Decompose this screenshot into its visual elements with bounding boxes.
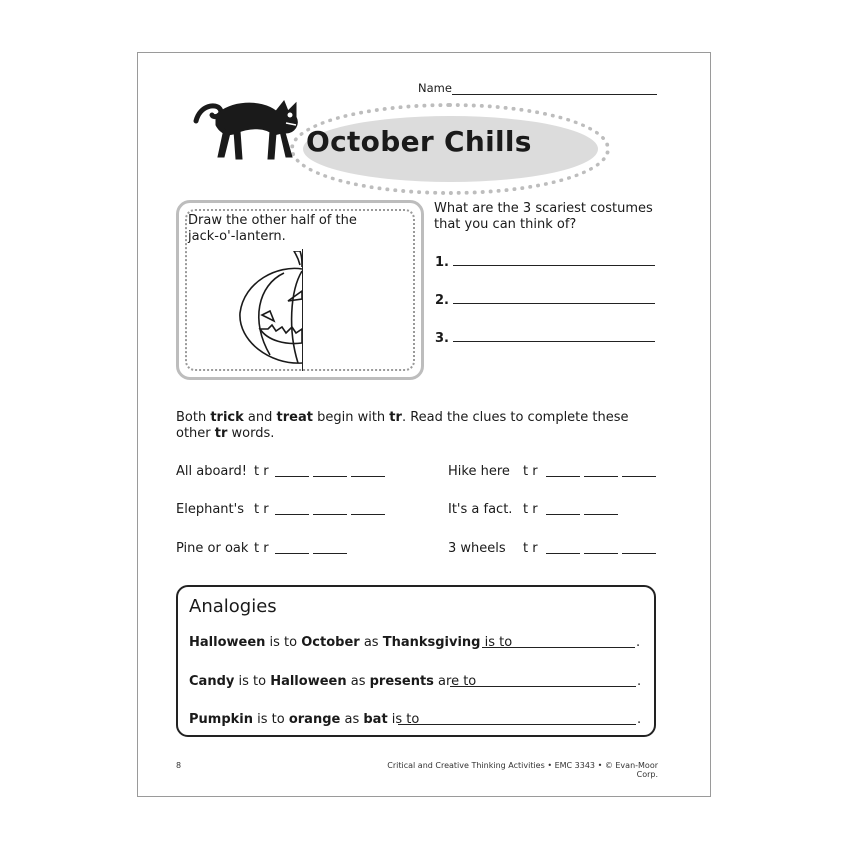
blank[interactable] [313,476,347,477]
tr-words-intro: Both trick and treat begin with tr. Read the clues to complete these other tr words. [176,410,629,441]
clue-3-wheels: 3 wheels [448,541,506,556]
costume-number-2: 2. [435,293,449,308]
clue-pine-or-oak: Pine or oak [176,541,249,556]
analogy-1-blank[interactable] [482,647,635,648]
analogy-2-blank[interactable] [450,686,636,687]
half-pumpkin-icon [234,251,306,369]
blank[interactable] [275,553,309,554]
page-title: October Chills [306,125,532,158]
costume-number-1: 1. [435,255,449,270]
blank[interactable] [584,514,618,515]
analogy-3-blank[interactable] [398,724,636,725]
costume-line-1[interactable] [453,265,655,266]
blank[interactable] [351,476,385,477]
clue-its-a-fact: It's a fact. [448,502,513,517]
blank[interactable] [584,553,618,554]
footer-credit: Critical and Creative Thinking Activities • EMC 3343 • © Evan-Moor Corp. [387,761,658,779]
costume-line-3[interactable] [453,341,655,342]
name-label: Name [418,81,452,95]
period: . [636,635,641,650]
blank[interactable] [546,476,580,477]
blank[interactable] [275,514,309,515]
blank[interactable] [275,476,309,477]
clue-hike-here: Hike here [448,464,510,479]
clue-elephants: Elephant's [176,502,244,517]
blank[interactable] [546,514,580,515]
analogies-heading: Analogies [189,596,277,617]
blank[interactable] [351,514,385,515]
blank[interactable] [622,476,656,477]
costume-line-2[interactable] [453,303,655,304]
analogy-2: Candy is to Halloween as presents are to [189,674,477,689]
tr-prefix: t r [254,464,269,479]
tr-prefix: t r [523,502,538,517]
costume-number-3: 3. [435,331,449,346]
blank[interactable] [313,553,347,554]
tr-prefix: t r [523,541,538,556]
analogy-3: Pumpkin is to orange as bat is to [189,712,420,727]
blank[interactable] [622,553,656,554]
blank[interactable] [313,514,347,515]
jack-instruction: Draw the other half of the jack-o'-lantern. [188,213,357,244]
black-cat-icon [190,97,320,169]
blank[interactable] [584,476,618,477]
name-line[interactable] [452,94,657,95]
clue-all-aboard: All aboard! [176,464,247,479]
tr-prefix: t r [254,541,269,556]
page-number: 8 [176,761,182,770]
blank[interactable] [546,553,580,554]
tr-prefix: t r [523,464,538,479]
analogy-1: Halloween is to October as Thanksgiving is to [189,635,513,650]
worksheet-page [137,52,711,797]
half-divider [302,249,303,371]
period: . [637,674,642,689]
period: . [637,712,642,727]
costumes-question: What are the 3 scariest costumes that you can think of? [434,201,653,232]
tr-prefix: t r [254,502,269,517]
